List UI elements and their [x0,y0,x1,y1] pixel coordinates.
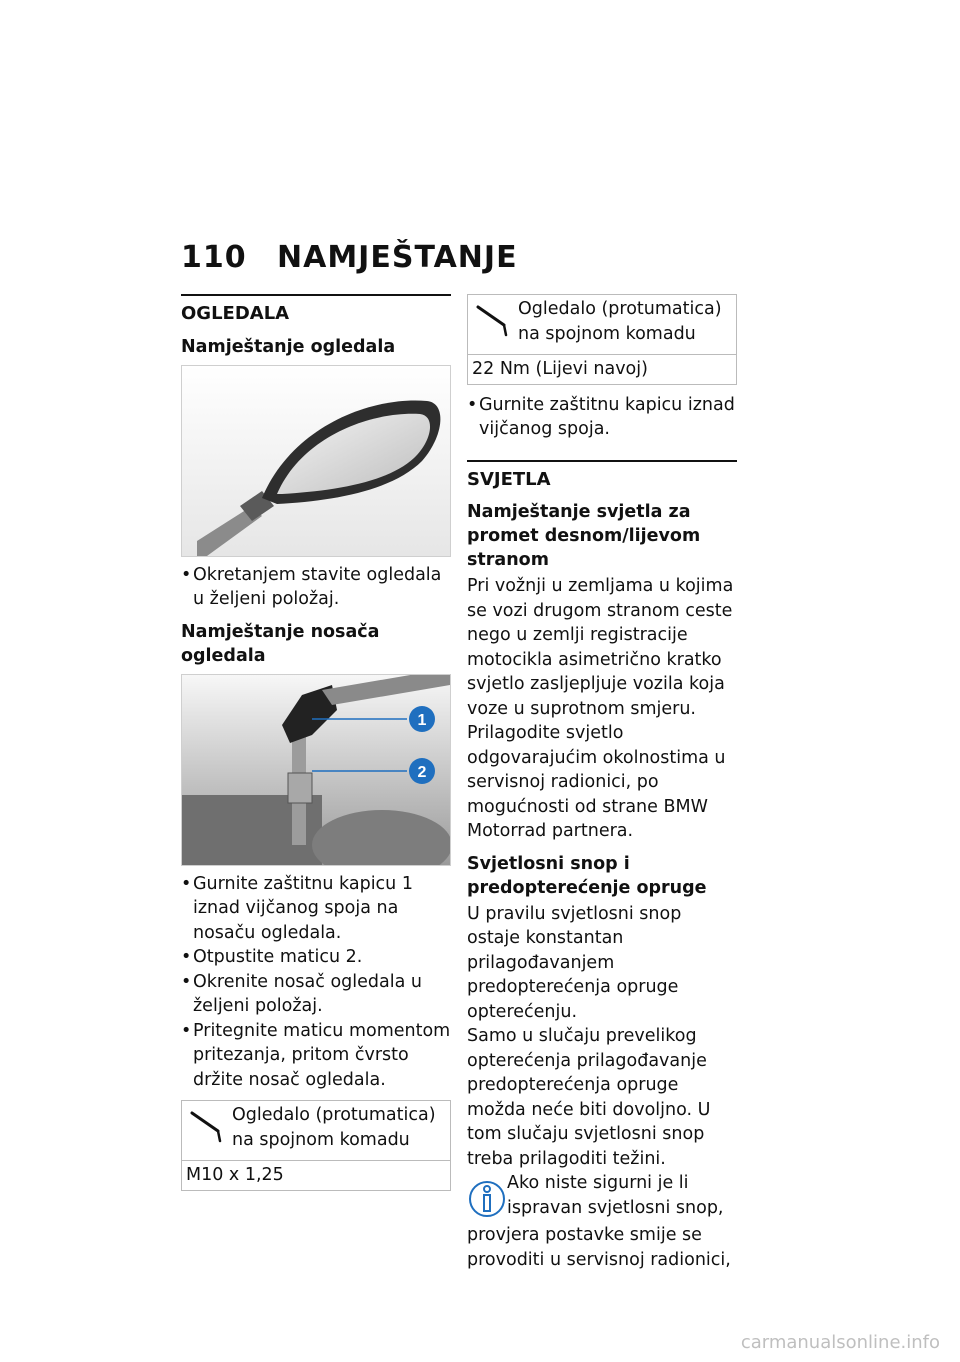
torque-desc: Ogledalo (protumatica) na spojnom komadu [518,299,722,344]
callout-label-1: 1 [417,711,427,729]
watermark: carmanualsonline.info [740,1332,940,1353]
left-column [181,294,451,1199]
paragraph: Prilagodite svjetlo odgovarajućim okolnostima u servisnoj radionici, po mogućnosti od strane BMW Motorrad partnera. [467,723,726,841]
bullet-item: • Okrenite nosač ogledala u željeni položaj. [181,970,451,1019]
note-text: Ako niste sigurni je li ispravan svjetlosni snop, [507,1173,724,1218]
paragraph: Pri vožnji u zemljama u kojima se vozi drugom stranom ceste nego u zemlji registracije motocikla asimetrično kratko svjetlo zasljepljuje vozila koja voze u suprotnom smjeru. [467,576,734,719]
info-note [467,1171,737,1223]
paragraph: Samo u slučaju prevelikog opterećenja prilagođavanje predopterećenja opruge možda neće biti dovoljno. U tom slučaju svjetlosni snop treba prilagoditi težini. [467,1026,711,1169]
bullets-mirror-adjust [181,563,451,612]
torque-spec-left [181,1100,451,1191]
bullet-item: • Gurnite zaštitnu kapicu iznad vijčanog spoja. [467,393,737,442]
bullet-item: • Gurnite zaštitnu kapicu 1 iznad vijčanog spoja na nosaču ogledala. [181,872,451,946]
subtitle-beam-preload: Svjetlosni snop i predopterećenje opruge [467,853,707,898]
callout-label-2: 2 [417,763,427,781]
info-icon [467,1175,507,1223]
paragraph: U pravilu svjetlosni snop ostaje konstantan prilagođavanjem predopterećenja opruge opterećenju. [467,903,682,1022]
wrench-icon [472,297,518,339]
mirror-image [181,365,451,557]
torque-value: 22 Nm (Lijevi navoj) [472,359,648,379]
bullet-item: • Okretanjem stavite ogledala u željeni položaj. [181,563,451,612]
torque-spec-right [467,294,737,385]
page-number: 110 [181,240,247,275]
right-column [467,294,737,1272]
section-title-mirrors: OGLEDALA [181,294,451,327]
wrench-icon [186,1103,232,1145]
subtitle-mirror-adjust: Namještanje ogledala [181,336,396,357]
mirror-illustration [182,366,450,556]
bullet-item: • Otpustite maticu 2. [181,945,451,970]
subtitle-mirror-mount: Namještanje nosača ogledala [181,621,380,666]
chapter-title: NAMJEŠTANJE [277,240,518,275]
mirror-mount-illustration [182,675,450,865]
mirror-mount-image [181,674,451,866]
torque-value: M10 x 1,25 [186,1165,284,1185]
subtitle-traffic-side: Namještanje svjetla za promet desnom/lijevom stranom [467,502,701,570]
note-text-continued: provjera postavke smije se provoditi u servisnoj radionici, [467,1225,731,1270]
bullets-mirror-mount [181,872,451,1093]
torque-desc: Ogledalo (protumatica) na spojnom komadu [232,1105,436,1150]
bullet-item: • Pritegnite maticu momentom pritezanja, pritom čvrsto držite nosač ogledala. [181,1019,451,1093]
section-title-lights: SVJETLA [467,460,737,493]
page-header [181,240,518,275]
bullets-right [467,393,737,442]
